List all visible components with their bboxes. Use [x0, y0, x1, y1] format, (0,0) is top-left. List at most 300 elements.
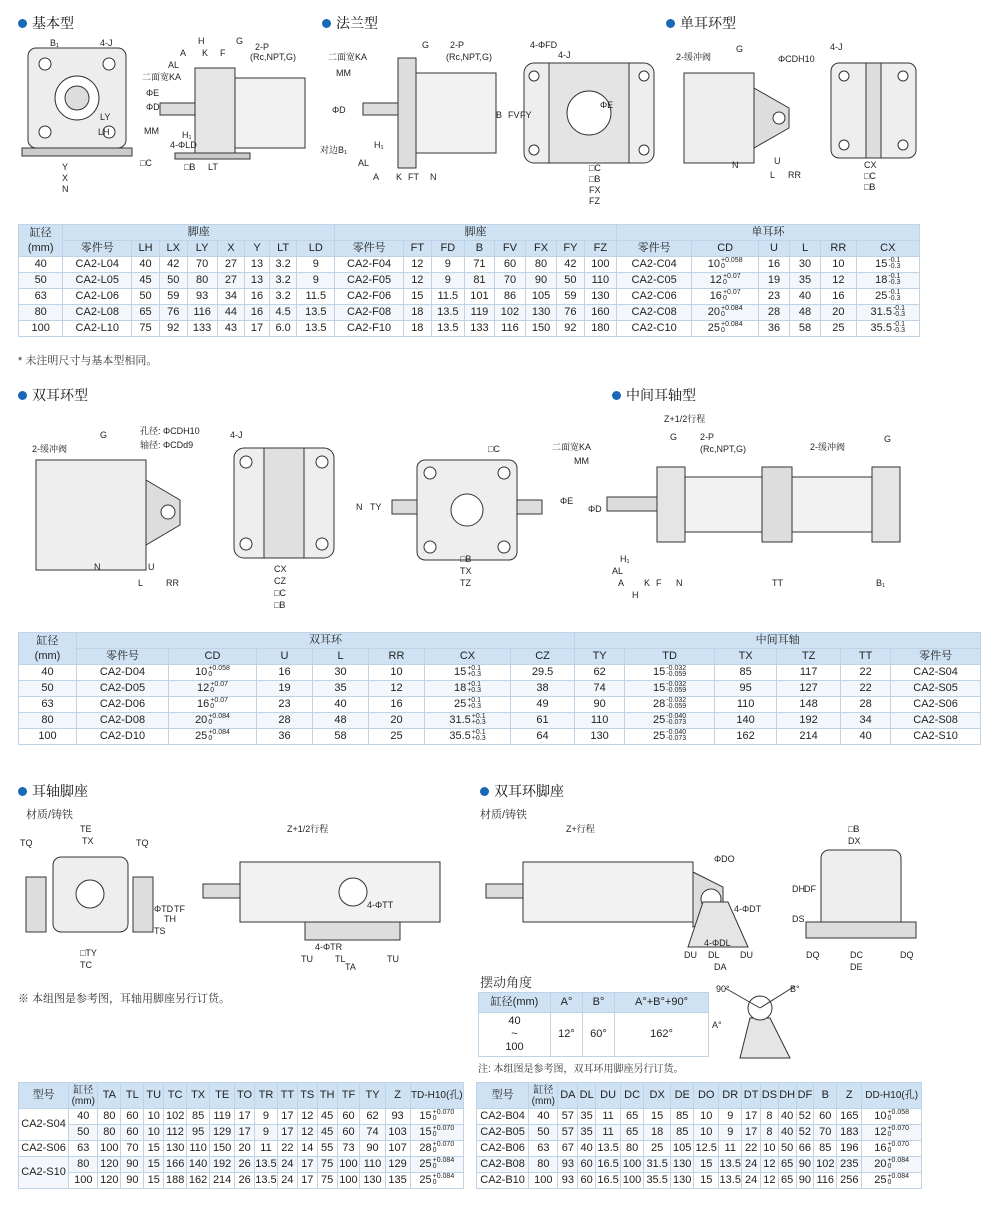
flange-cell: 81 — [464, 273, 494, 289]
value-cell: 11 — [596, 1109, 621, 1125]
value-cell: 90 — [360, 1141, 385, 1157]
col-header: TL — [121, 1083, 144, 1109]
swing-head-b: B° — [583, 993, 615, 1013]
double-g-label: G — [100, 430, 108, 440]
table-row — [19, 1141, 464, 1157]
db-do-label: ΦDO — [714, 854, 735, 864]
double-cd-cell: 12+0.07 0 — [169, 681, 257, 697]
bullet-icon — [322, 19, 331, 28]
value-cell: 12 — [761, 1173, 779, 1189]
table-row — [19, 321, 920, 337]
col-header: CX — [425, 649, 511, 665]
flange-cell: 9 — [431, 273, 464, 289]
flange-cell: 130 — [525, 305, 556, 321]
value-cell: 80 — [98, 1125, 121, 1141]
col-header: TY — [360, 1083, 385, 1109]
section-title-dclevis-bracket: 双耳环脚座 — [480, 781, 564, 801]
col-header: FV — [494, 241, 525, 257]
double-cd-cell: 20+0.084 0 — [169, 713, 257, 729]
value-cell: 188 — [164, 1173, 187, 1189]
trunnion-tz-cell: 214 — [777, 729, 841, 745]
value-cell: 13.5 — [719, 1173, 742, 1189]
value-cell: 8 — [761, 1125, 779, 1141]
tb-tq2-label: TQ — [136, 838, 149, 848]
foot-cell: 93 — [187, 289, 217, 305]
flange-4fd-label: 4-ΦFD — [530, 40, 558, 50]
foot-cell: 80 — [187, 273, 217, 289]
double-rr-cell: 25 — [369, 729, 425, 745]
db-ds-label: DS — [792, 914, 805, 924]
value-cell: 17 — [742, 1125, 761, 1141]
trunnion-td-label: TY — [370, 502, 382, 512]
dim-4ld-label: 4-ΦLD — [170, 140, 197, 150]
single-c-label: □C — [864, 171, 876, 181]
flange-cell: 15 — [403, 289, 431, 305]
model-cell: CA2-S04 — [19, 1109, 69, 1141]
drawing-single-clevis-side — [674, 38, 824, 188]
foot-cell: 13.5 — [297, 321, 335, 337]
value-cell: 60 — [814, 1109, 837, 1125]
value-cell: 192 — [210, 1157, 235, 1173]
col-header: TY — [575, 649, 625, 665]
foot-cell: 65 — [132, 305, 160, 321]
value-cell: 80 — [98, 1109, 121, 1125]
col-header: TZ — [777, 649, 841, 665]
trunnion-ty-cell: 74 — [575, 681, 625, 697]
value-cell: 93 — [385, 1109, 410, 1125]
foot-cell: 13 — [245, 273, 269, 289]
foot-cell: 50 — [159, 273, 187, 289]
value-cell: 93 — [558, 1157, 578, 1173]
dim-f-label: F — [220, 48, 226, 58]
col-header: FX — [525, 241, 556, 257]
double-cx-cell: 18+0.1 +0.3 — [425, 681, 511, 697]
double-rr-cell: 16 — [369, 697, 425, 713]
value-cell: 90 — [796, 1173, 814, 1189]
model-cell: CA2-B08 — [477, 1157, 529, 1173]
value-cell: 35.5 — [644, 1173, 671, 1189]
group-double: 双耳环 — [77, 633, 575, 649]
drawing-double-clevis-front — [224, 426, 344, 616]
flange-cell: 160 — [584, 305, 616, 321]
flange-bb-label: □B — [589, 174, 601, 184]
flange-cell: 70 — [494, 273, 525, 289]
foot-cell: 3.2 — [269, 273, 297, 289]
td-cell: 25+0.084 0 — [410, 1173, 463, 1189]
value-cell: 60 — [337, 1109, 360, 1125]
flange-cell: 71 — [464, 257, 494, 273]
value-cell: 40 — [69, 1109, 98, 1125]
foot-cell: 59 — [159, 289, 187, 305]
db-dl4-label: 4-ΦDL — [704, 938, 731, 948]
single-part-cell: CA2-C06 — [616, 289, 691, 305]
flange-g-label: G — [422, 40, 430, 50]
drawing-flange-side — [318, 38, 508, 188]
tb-tu1-label: TU — [301, 954, 313, 964]
single-u-cell: 28 — [758, 305, 789, 321]
flange-cell: 59 — [557, 289, 585, 305]
dim-b-label: N — [62, 184, 69, 194]
trunnion-tt-label: TT — [772, 578, 783, 588]
trunnion-al-label: AL — [612, 566, 624, 576]
db-dt-label: 4-ΦDT — [734, 904, 762, 914]
table-swing-angle — [478, 992, 709, 1057]
value-cell: 130 — [164, 1141, 187, 1157]
value-cell: 110 — [187, 1141, 210, 1157]
flange-al-label: AL — [358, 158, 370, 168]
double-rr-cell: 10 — [369, 665, 425, 681]
swing-title: 摆动角度 — [480, 975, 533, 990]
flange-cell: CA2-F06 — [335, 289, 404, 305]
flange-fv-label: FV — [508, 110, 520, 120]
trunnion-ty-cell: 62 — [575, 665, 625, 681]
flange-cell: 18 — [403, 321, 431, 337]
foot-cell: 40 — [132, 257, 160, 273]
double-part-cell: CA2-D04 — [77, 665, 169, 681]
value-cell: 60 — [121, 1125, 144, 1141]
value-cell: 17 — [235, 1125, 255, 1141]
value-cell: 25 — [644, 1141, 671, 1157]
value-cell: 40 — [578, 1141, 596, 1157]
trunnion-mm-label: MM — [574, 456, 589, 466]
value-cell: 100 — [337, 1157, 360, 1173]
col-header: TO — [235, 1083, 255, 1109]
value-cell: 9 — [255, 1125, 278, 1141]
value-cell: 11 — [255, 1141, 278, 1157]
single-l-label: L — [770, 170, 776, 180]
value-cell: 162 — [187, 1173, 210, 1189]
trunnion-td-cell: 25-0.040 -0.073 — [625, 713, 715, 729]
col-header: 零件号 — [335, 241, 404, 257]
flange-cell: 13.5 — [431, 321, 464, 337]
col-header: U — [257, 649, 313, 665]
double-valve-label: 2-缓冲阀 — [32, 444, 68, 454]
single-g-label: G — [736, 44, 744, 54]
value-cell: 129 — [385, 1157, 410, 1173]
bullet-icon — [18, 787, 27, 796]
single-u-label: U — [774, 156, 781, 166]
col-header: TT — [841, 649, 891, 665]
flange-ft-label: FT — [408, 172, 419, 182]
double-hole-label: 孔径: ΦCDH10 — [140, 426, 200, 436]
col-header: CZ — [511, 649, 575, 665]
value-cell: 50 — [69, 1125, 98, 1141]
col-header: 零件号 — [77, 649, 169, 665]
foot-cell: 50 — [132, 289, 160, 305]
dim-g-label: G — [236, 36, 244, 46]
bore-cell: 50 — [19, 273, 63, 289]
dim-h-label: H — [198, 36, 205, 46]
group-flange: 脚座 — [335, 225, 617, 241]
value-cell: 40 — [778, 1125, 796, 1141]
material-label-1: 材质/铸铁 — [26, 809, 74, 821]
double-part-cell: CA2-D05 — [77, 681, 169, 697]
flange-cell: 101 — [464, 289, 494, 305]
swing-head-bore: 缸径(mm) — [479, 993, 551, 1013]
drawing-trunnion-side — [552, 412, 922, 602]
col-header: LX — [159, 241, 187, 257]
col-header: DX — [644, 1083, 671, 1109]
value-cell: 52 — [796, 1125, 814, 1141]
col-header: TF — [337, 1083, 360, 1109]
single-rr-label: RR — [788, 170, 801, 180]
table-row — [19, 1109, 464, 1125]
table-row — [477, 1109, 922, 1125]
tb-te-label: TE — [80, 824, 92, 834]
flange-a-label: A — [373, 172, 380, 182]
single-cx-cell: 25-0.1 -0.3 — [856, 289, 919, 305]
drawing-basic-side-dims — [96, 80, 126, 160]
flange-cell: CA2-F05 — [335, 273, 404, 289]
foot-cell: 3.2 — [269, 257, 297, 273]
col-header: TD-H10(孔) — [410, 1083, 463, 1109]
bore-header: 缸径 (mm) — [19, 225, 63, 257]
col-header: LD — [297, 241, 335, 257]
tb-ty-label: □TY — [80, 948, 97, 958]
value-cell: 16.5 — [596, 1157, 621, 1173]
value-cell: 15 — [694, 1173, 719, 1189]
value-cell: 65 — [621, 1109, 644, 1125]
value-cell: 26 — [235, 1173, 255, 1189]
single-cd-cell: 25+0.084 0 — [692, 321, 759, 337]
drawing-dclevis-bracket-side — [478, 822, 778, 972]
section-title-flange: 法兰型 — [322, 13, 378, 33]
col-header: Z — [837, 1083, 862, 1109]
value-cell: 20 — [235, 1141, 255, 1157]
value-cell: 40 — [778, 1109, 796, 1125]
value-cell: 17 — [277, 1109, 297, 1125]
double-n-label: N — [94, 562, 101, 572]
col-header: DH — [778, 1083, 796, 1109]
value-cell: 100 — [69, 1173, 98, 1189]
trunnion-b1-label: □B — [460, 554, 472, 564]
dd-cell: 20+0.084 0 — [862, 1157, 922, 1173]
trunnion-tx-cell: 110 — [715, 697, 777, 713]
section-title-trunnion-bracket: 耳轴脚座 — [18, 781, 88, 801]
value-cell: 10 — [144, 1109, 164, 1125]
trunnion-z-label: Z+1/2行程 — [664, 414, 706, 424]
table-foot-flange-single — [18, 224, 920, 337]
value-cell: 100 — [529, 1173, 558, 1189]
foot-cell: 42 — [159, 257, 187, 273]
value-cell: 107 — [385, 1141, 410, 1157]
trunnion-tx-cell: 95 — [715, 681, 777, 697]
double-cx-cell: 31.5+0.1 +0.3 — [425, 713, 511, 729]
value-cell: 9 — [719, 1109, 742, 1125]
trunnion-tt-cell: 22 — [841, 665, 891, 681]
trunnion-td-cell: 15-0.032 -0.059 — [625, 665, 715, 681]
swing-b: 60° — [583, 1013, 615, 1057]
double-part-cell: CA2-D06 — [77, 697, 169, 713]
foot-cell: 44 — [217, 305, 245, 321]
value-cell: 100 — [621, 1157, 644, 1173]
value-cell: 14 — [297, 1141, 317, 1157]
double-cz-label: CZ — [274, 576, 286, 586]
value-cell: 17 — [277, 1125, 297, 1141]
col-header: DF — [796, 1083, 814, 1109]
double-cx-cell: 25+0.1 +0.3 — [425, 697, 511, 713]
db-z-label: Z+行程 — [566, 824, 595, 834]
value-cell: 17 — [235, 1109, 255, 1125]
db-dc-label: DC — [850, 950, 863, 960]
value-cell: 166 — [164, 1157, 187, 1173]
flange-cell: 90 — [525, 273, 556, 289]
drawing-trunnion-bracket-front — [18, 822, 188, 972]
table-row — [19, 289, 920, 305]
bore-cell: 50 — [19, 681, 77, 697]
value-cell: 80 — [621, 1141, 644, 1157]
swing-bore: 40 ~ 100 — [479, 1013, 551, 1057]
double-l-cell: 48 — [313, 713, 369, 729]
value-cell: 17 — [297, 1157, 317, 1173]
flange-cell: 76 — [557, 305, 585, 321]
trunnion-a-label: A — [618, 578, 625, 588]
single-part-cell: CA2-C08 — [616, 305, 691, 321]
table-dclevis-bracket — [476, 1082, 922, 1189]
value-cell: 8 — [761, 1109, 779, 1125]
value-cell: 119 — [210, 1109, 235, 1125]
bore-header-2: 缸径 (mm) — [19, 633, 77, 665]
flange-cell: CA2-F08 — [335, 305, 404, 321]
value-cell: 15 — [144, 1141, 164, 1157]
value-cell: 35 — [578, 1109, 596, 1125]
col-header: RR — [369, 649, 425, 665]
value-cell: 12 — [297, 1109, 317, 1125]
dim-a-label: A — [180, 48, 187, 58]
tb-z-label: Z+1/2行程 — [287, 824, 329, 834]
tb-tl-label: TL — [335, 954, 346, 964]
double-u-label: U — [148, 562, 155, 572]
value-cell: 45 — [317, 1109, 337, 1125]
single-rr-cell: 20 — [821, 305, 857, 321]
single-u-cell: 36 — [758, 321, 789, 337]
dim-lx-label: Y — [62, 162, 69, 172]
bore-cell: 63 — [19, 289, 63, 305]
tb-tu2-label: TU — [387, 954, 399, 964]
col-header: 型号 — [19, 1083, 69, 1109]
double-cz-cell: 49 — [511, 697, 575, 713]
value-cell: 10 — [694, 1125, 719, 1141]
single-u-cell: 19 — [758, 273, 789, 289]
value-cell: 22 — [277, 1141, 297, 1157]
value-cell: 15 — [144, 1173, 164, 1189]
value-cell: 16.5 — [596, 1173, 621, 1189]
single-rr-cell: 16 — [821, 289, 857, 305]
dim-phie-label: ΦE — [146, 88, 160, 98]
single-n-label: N — [732, 160, 739, 170]
tb-tq1-label: TQ — [20, 838, 33, 848]
col-header: B — [464, 241, 494, 257]
value-cell: 70 — [814, 1125, 837, 1141]
trunnion-g1-label: G — [670, 432, 678, 442]
dim-h1-label: H₁ — [182, 130, 192, 140]
single-cd-cell: 20+0.084 0 — [692, 305, 759, 321]
value-cell: 24 — [742, 1173, 761, 1189]
value-cell: 60 — [578, 1157, 596, 1173]
note-basic-dims: * 未注明尺寸与基本型相同。 — [18, 355, 158, 367]
bore-cell: 40 — [19, 257, 63, 273]
db-dq2-label: DQ — [900, 950, 914, 960]
value-cell: 90 — [121, 1173, 144, 1189]
col-header: DU — [596, 1083, 621, 1109]
foot-cell: 45 — [132, 273, 160, 289]
col-header: 缸径(mm) — [529, 1083, 558, 1109]
trunnion-td-cell: 25-0.040 -0.073 — [625, 729, 715, 745]
double-l-cell: 58 — [313, 729, 369, 745]
trunnion-tz-cell: 117 — [777, 665, 841, 681]
double-4j-label: 4-J — [230, 430, 243, 440]
tb-th-label: TH — [164, 914, 176, 924]
value-cell: 12.5 — [694, 1141, 719, 1157]
flange-2p-label: 2-P — [450, 40, 465, 50]
drawing-flange-front — [494, 38, 664, 208]
trunnion-valve-label: 2-缓冲阀 — [810, 442, 846, 452]
single-cx-cell: 31.5-0.1 -0.3 — [856, 305, 919, 321]
value-cell: 24 — [277, 1173, 297, 1189]
tb-tx-label: TX — [82, 836, 94, 846]
trunnion-ka-label: 二面宽KA — [552, 442, 592, 452]
col-header: DC — [621, 1083, 644, 1109]
col-header: 型号 — [477, 1083, 529, 1109]
value-cell: 85 — [187, 1109, 210, 1125]
bullet-icon — [612, 391, 621, 400]
value-cell: 100 — [98, 1141, 121, 1157]
col-header: DR — [719, 1083, 742, 1109]
flange-cell: 13.5 — [431, 305, 464, 321]
bullet-icon — [18, 19, 27, 28]
dd-cell: 16+0.070 0 — [862, 1141, 922, 1157]
flange-cell: 133 — [464, 321, 494, 337]
col-header: Y — [245, 241, 269, 257]
table-row — [477, 1157, 922, 1173]
dim-al-label: AL — [168, 60, 180, 70]
trunnion-b-label: TZ — [460, 578, 471, 588]
col-header: CD — [692, 241, 759, 257]
drawing-trunnion-bracket-side — [195, 822, 455, 972]
single-l-cell: 30 — [790, 257, 821, 273]
value-cell: 10 — [761, 1141, 779, 1157]
flange-cell: 80 — [525, 257, 556, 273]
flange-mm-label: MM — [336, 68, 351, 78]
trunnion-part-cell: CA2-S10 — [891, 729, 981, 745]
value-cell: 13.5 — [596, 1141, 621, 1157]
single-cx-cell: 18-0.1 -0.3 — [856, 273, 919, 289]
flange-cell: 130 — [584, 289, 616, 305]
dim-y-label: □B — [184, 162, 196, 172]
value-cell: 85 — [671, 1125, 694, 1141]
value-cell: 24 — [742, 1157, 761, 1173]
value-cell: 40 — [529, 1109, 558, 1125]
foot-cell: 9 — [297, 257, 335, 273]
trunnion-ty-cell: 130 — [575, 729, 625, 745]
bore-cell: 63 — [19, 697, 77, 713]
trunnion-tt-cell: 40 — [841, 729, 891, 745]
value-cell: 10 — [144, 1125, 164, 1141]
td-cell: 15+0.070 0 — [410, 1109, 463, 1125]
col-header: TX — [187, 1083, 210, 1109]
table-row — [19, 273, 920, 289]
foot-cell: 9 — [297, 273, 335, 289]
drawing-double-clevis-side — [30, 420, 205, 590]
double-rr-label: RR — [166, 578, 179, 588]
single-cx-cell: 35.5-0.1 -0.3 — [856, 321, 919, 337]
single-b-label: □B — [864, 182, 876, 192]
single-u-cell: 16 — [758, 257, 789, 273]
db-da-label: DA — [714, 962, 727, 972]
value-cell: 150 — [210, 1141, 235, 1157]
value-cell: 235 — [837, 1157, 862, 1173]
value-cell: 73 — [337, 1141, 360, 1157]
